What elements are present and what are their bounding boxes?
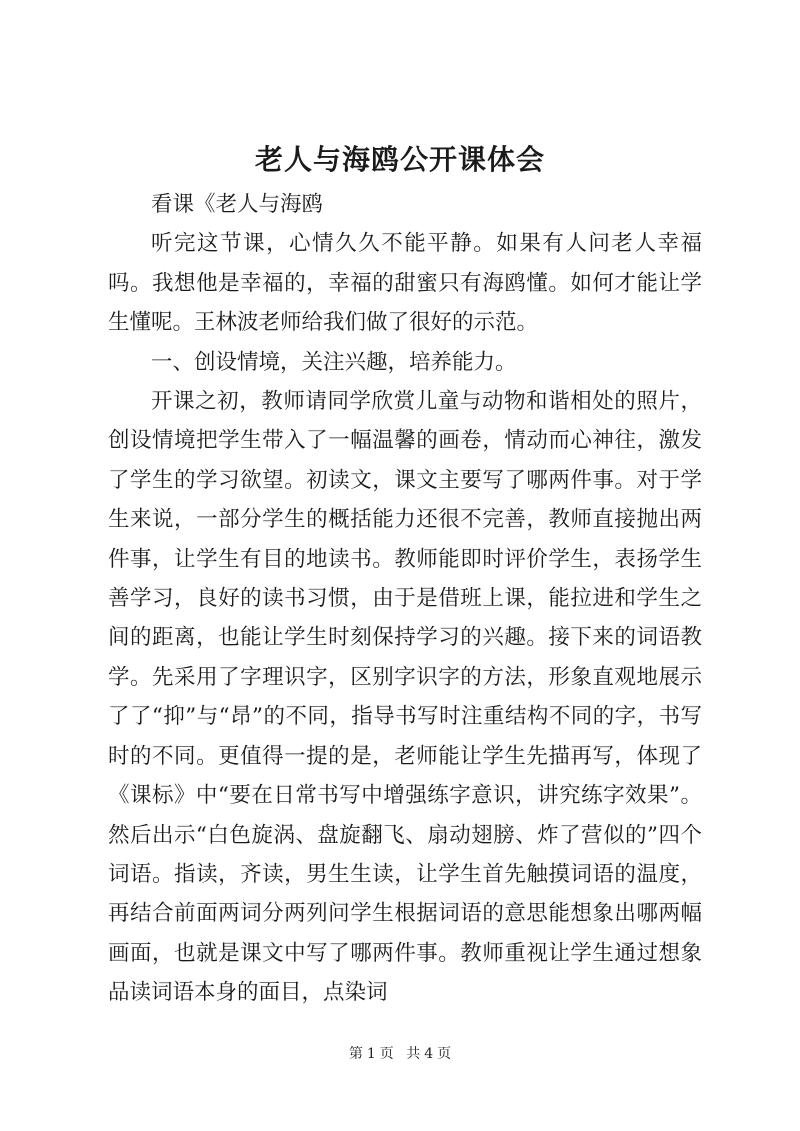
- page-footer: [0, 1044, 800, 1064]
- paragraph-intro-line: 看课《老人与海鸥: [151, 192, 324, 217]
- page-total: 共 4 页: [406, 1046, 452, 1062]
- document-body: [108, 185, 702, 1013]
- paragraph-main: 开课之初，教师请同学欣赏儿童与动物和谐相处的照片，创设情境把学生带入了一幅温馨的画卷，情动而心神往，激发了学生的学习欲望。初读文，课文主要写了哪两件事。对于学生来说，一部分学生的概括能力还很不完善，教师直接抛出两件事，让学生有目的地读书。教师能即时评价学生，表扬学生善学习，良好的读书习惯，由于是借班上课，能拉进和学生之间的距离，也能让学生时刻保持学习的兴趣。接下来的词语教学。先采用了字理识字，区别字识字的方法，形象直观地展示了了“抑”与“昂”的不同，指导书写时注重结构不同的字，书写时的不同。更值得一提的是，老师能让学生先描再写，体现了《课标》中“要在日常书写中增强练字意识，讲究练字效果”。然后出示“白色旋涡、盘旋翻飞、扇动翅膀、炸了营似的”四个词语。指读，齐读，男生生读，让学生首先触摸词语的温度，再结合前面两词分两列问学生根据词语的意思能想象出哪两幅画面，也就是课文中写了哪两件事。教师重视让学生通过想象品读词语本身的面目，点染词: [108, 389, 702, 1006]
- page-number: 第 1 页: [348, 1046, 394, 1062]
- paragraph-opening: 听完这节课，心情久久不能平静。如果有人问老人幸福吗。我想他是幸福的，幸福的甜蜜只有海鸥懂。如何才能让学生懂呢。王林波老师给我们做了很好的示范。: [108, 231, 702, 336]
- section-heading-1: 一、创设情境，关注兴趣，培养能力。: [151, 349, 517, 375]
- document-title: 老人与海鸥公开课体会: [254, 143, 545, 176]
